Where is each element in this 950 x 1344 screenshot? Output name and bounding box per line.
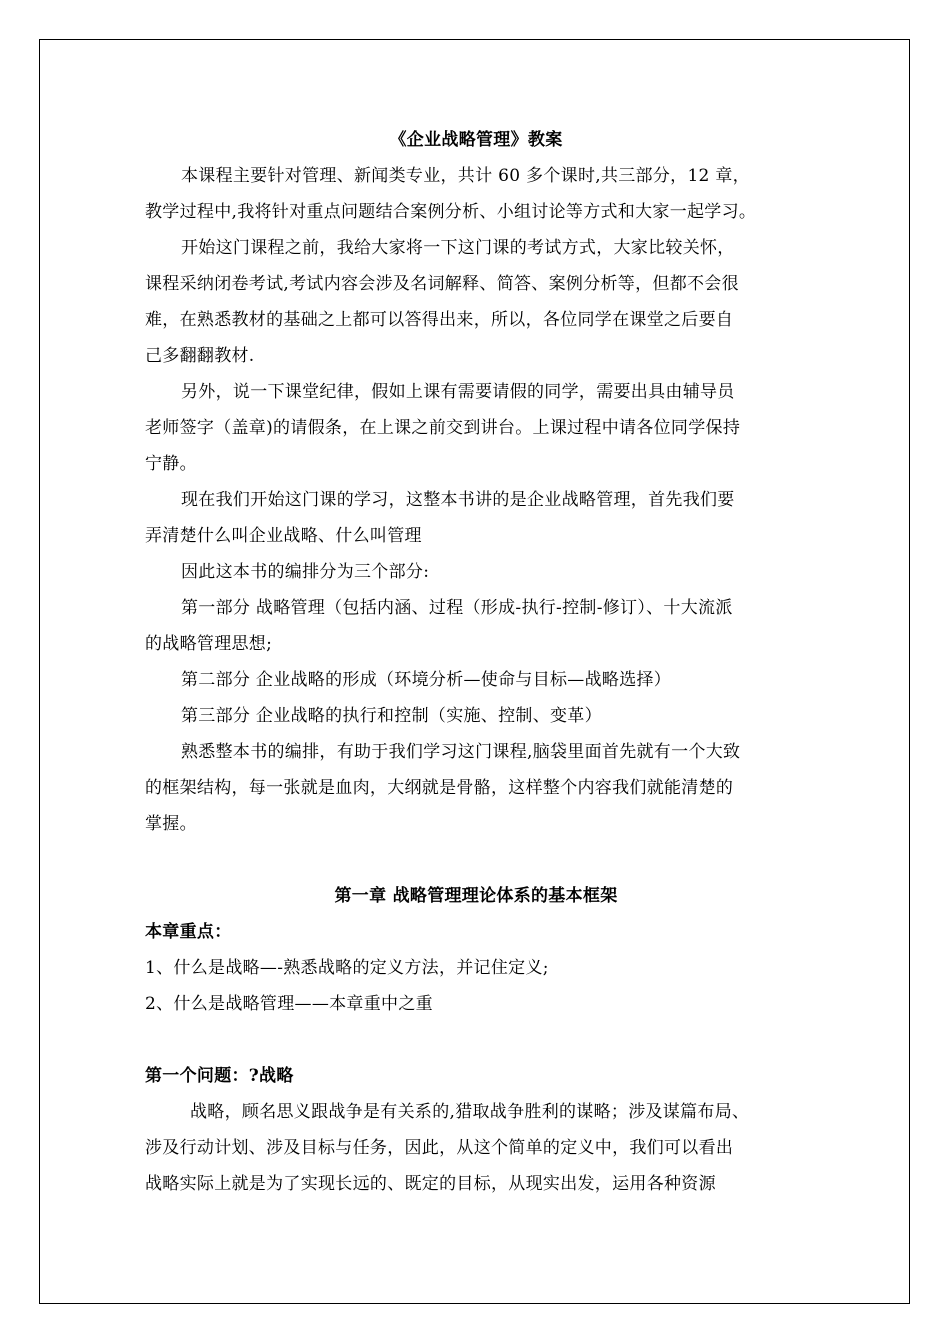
paragraph-begin-line: 现在我们开始这门课的学习，这整本书讲的是企业战略管理，首先我们要	[181, 490, 735, 510]
part-one-line: 第一部分 战略管理（包括内涵、过程（形成-执行-控制-修订）、十大流派	[181, 598, 733, 618]
paragraph-strategy-line: 战略，顾名思义跟战争是有关系的,猎取战争胜利的谋略；涉及谋篇布局、	[190, 1102, 750, 1122]
paragraph-begin-line: 弄清楚什么叫企业战略、什么叫管理	[145, 526, 422, 546]
paragraph-discipline-line: 另外，说一下课堂纪律，假如上课有需要请假的同学，需要出具由辅导员	[181, 382, 735, 402]
key-points-label: 本章重点：	[145, 922, 232, 942]
blank-line	[145, 842, 807, 878]
paragraph-arrangement: 因此这本书的编排分为三个部分:	[181, 562, 430, 582]
part-three: 第三部分 企业战略的执行和控制（实施、控制、变革）	[181, 706, 602, 726]
key-point-item: 1、什么是战略—-熟悉战略的定义方法，并记住定义;	[145, 958, 549, 978]
paragraph-strategy-line: 涉及行动计划、涉及目标与任务，因此，从这个简单的定义中，我们可以看出	[145, 1138, 734, 1158]
paragraph-discipline-line: 老师签字（盖章)的请假条，在上课之前交到讲台。上课过程中请各位同学保持	[145, 418, 741, 438]
chapter-title: 第一章 战略管理理论体系的基本框架	[334, 886, 618, 906]
paragraph-strategy-line: 战略实际上就是为了实现长远的、既定的目标，从现实出发，运用各种资源	[145, 1174, 716, 1194]
document-title: 《企业战略管理》教案	[389, 130, 563, 150]
paragraph-exam-line: 难，在熟悉教材的基础之上都可以答得出来，所以，各位同学在课堂之后要自	[145, 310, 734, 330]
question-title: 第一个问题：?战略	[145, 1066, 294, 1086]
paragraph-exam-line: 课程采纳闭卷考试,考试内容会涉及名词解释、简答、案例分析等，但都不会很	[145, 274, 739, 294]
paragraph-familiar-line: 掌握。	[145, 814, 197, 834]
paragraph-exam-line: 开始这门课程之前，我给大家将一下这门课的考试方式，大家比较关怀，	[181, 238, 735, 258]
part-two: 第二部分 企业战略的形成（环境分析—使命与目标—战略选择）	[181, 670, 672, 690]
paragraph-familiar-line: 的框架结构，每一张就是血肉，大纲就是骨骼，这样整个内容我们就能清楚的	[145, 778, 734, 798]
key-point-item: 2、什么是战略管理——本章重中之重	[145, 994, 433, 1014]
paragraph-discipline-line: 宁静。	[145, 454, 197, 474]
paragraph-intro-line: 本课程主要针对管理、新闻类专业，共计 60 多个课时,共三部分，12 章，	[181, 166, 750, 186]
paragraph-familiar-line: 熟悉整本书的编排，有助于我们学习这门课程,脑袋里面首先就有一个大致	[181, 742, 741, 762]
document-body	[145, 122, 807, 1202]
paragraph-intro-line: 教学过程中,我将针对重点问题结合案例分析、小组讨论等方式和大家一起学习。	[145, 202, 757, 222]
blank-line	[145, 1022, 807, 1058]
part-one-line: 的战略管理思想;	[145, 634, 273, 654]
paragraph-exam-line: 己多翻翻教材.	[145, 346, 255, 366]
